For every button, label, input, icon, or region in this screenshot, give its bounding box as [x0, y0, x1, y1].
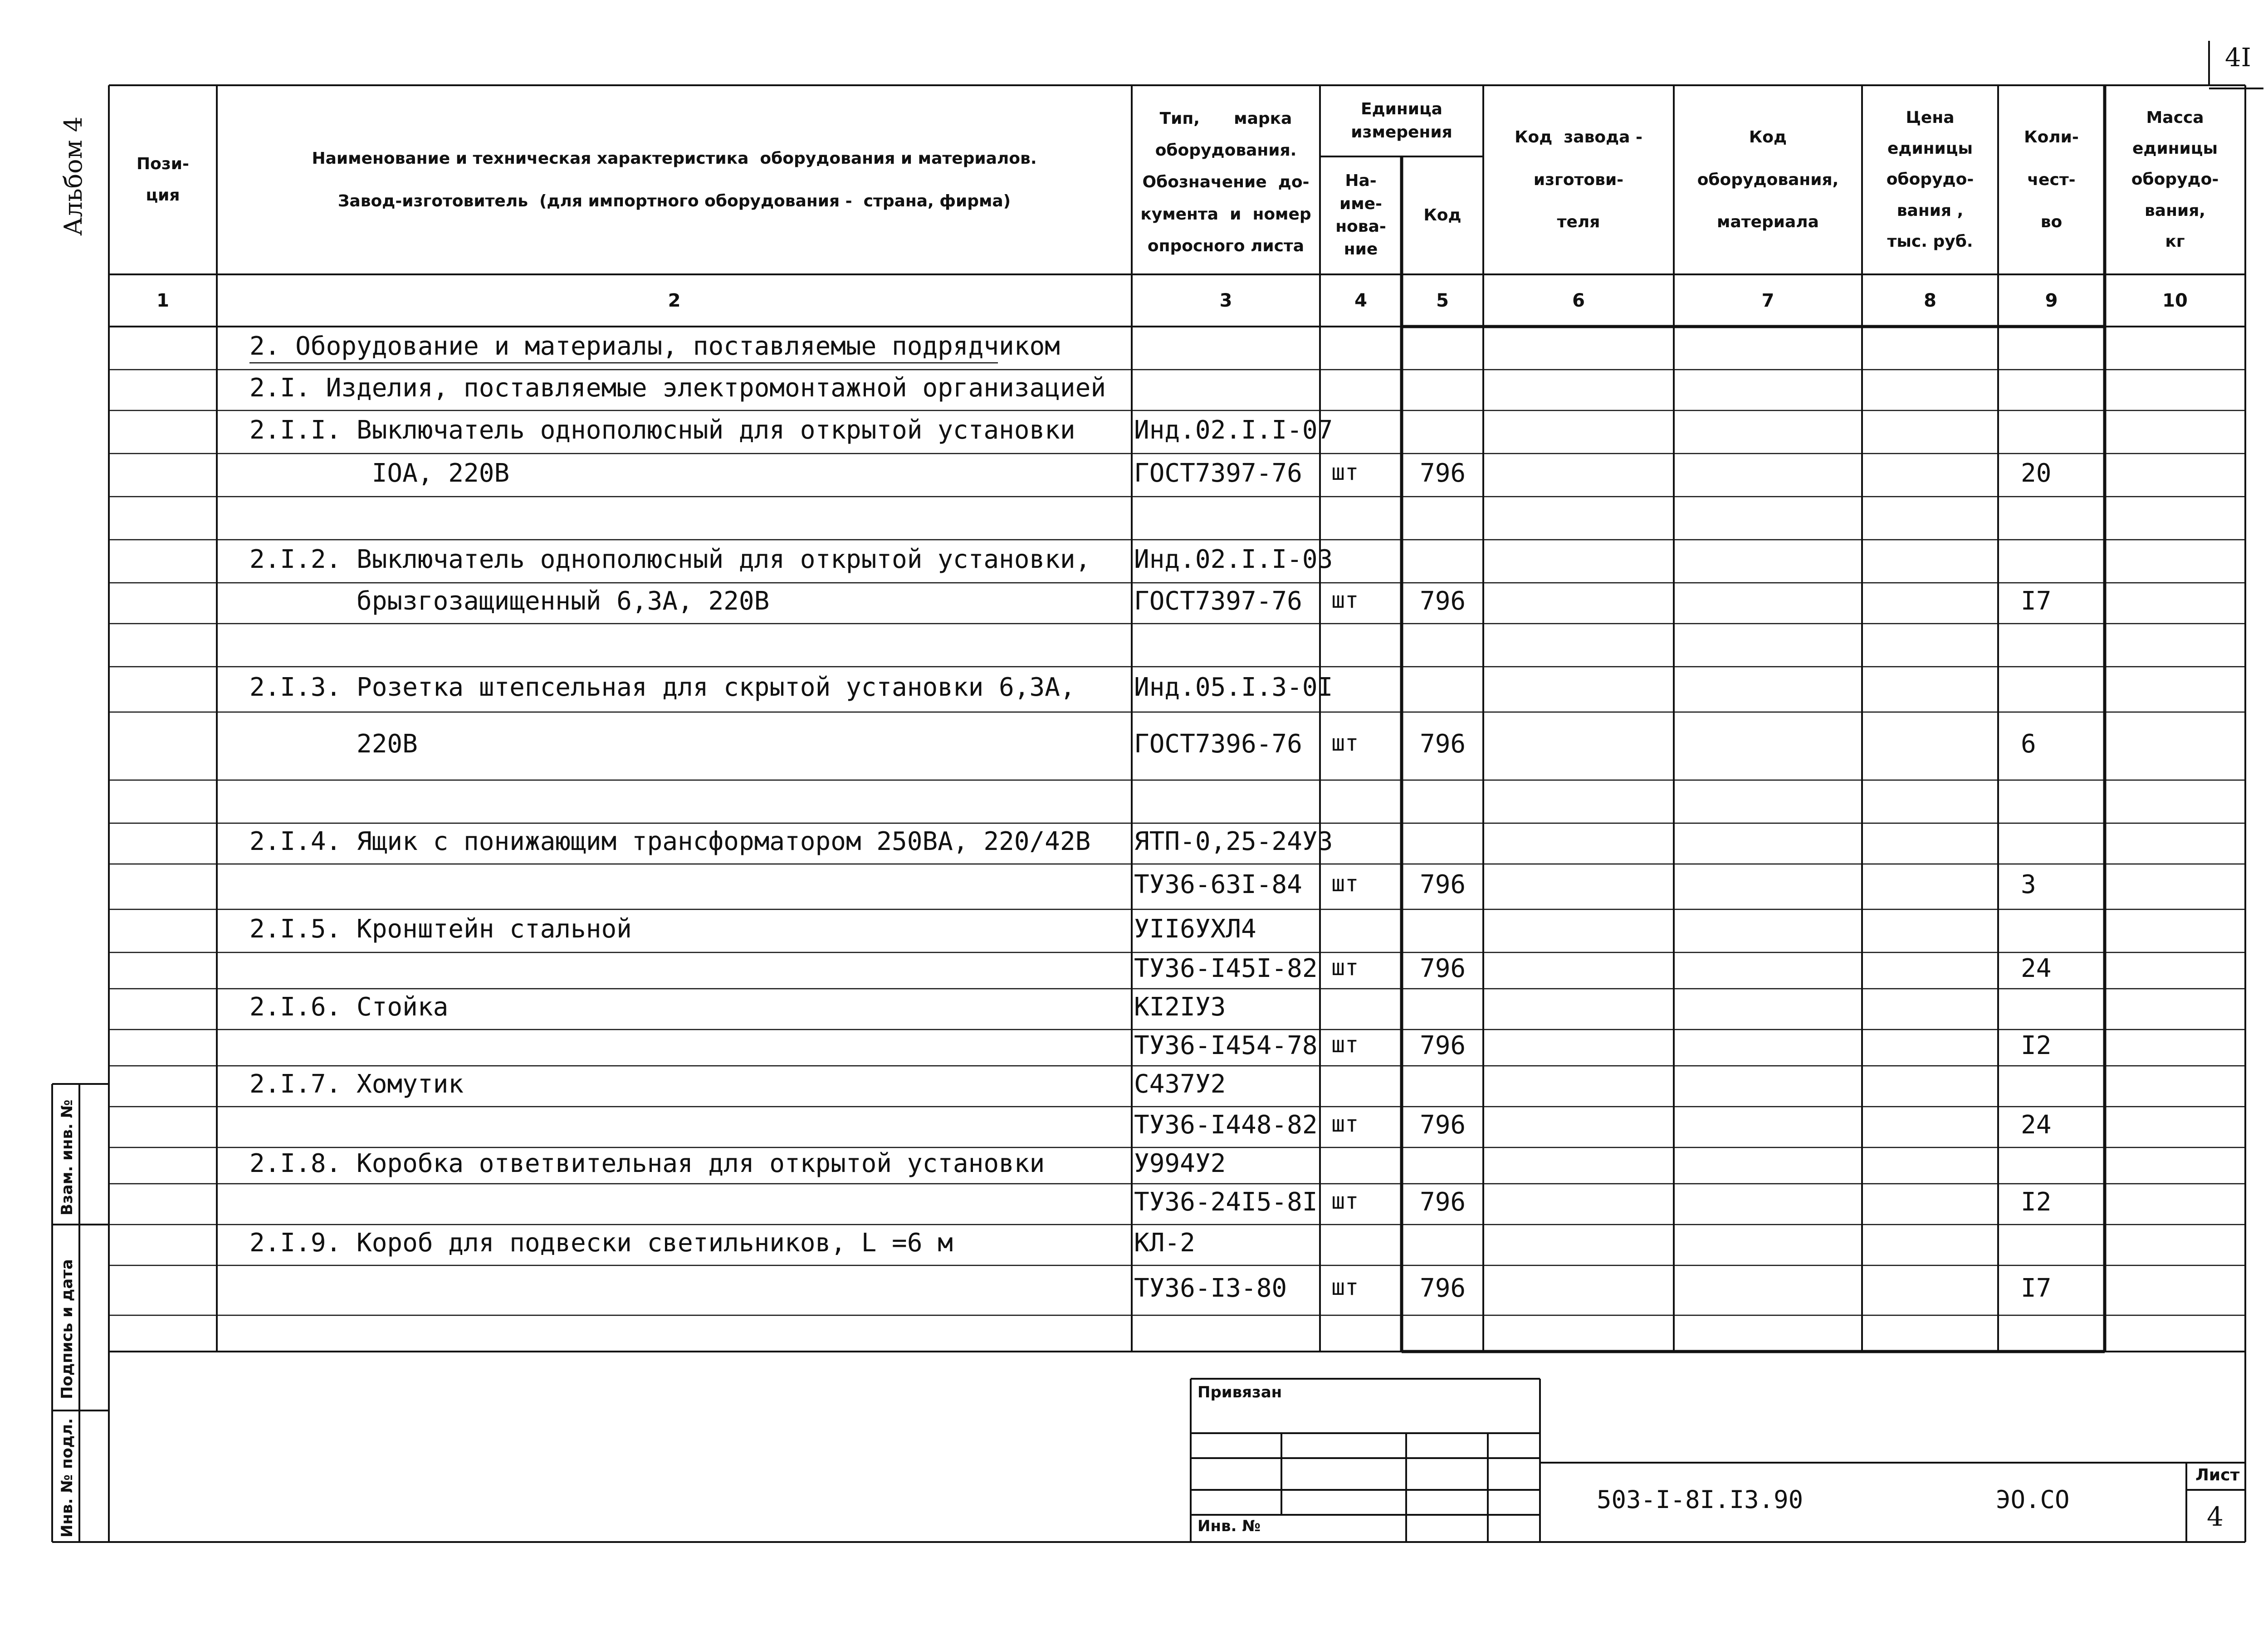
quantity: 24 [2021, 1110, 2052, 1140]
table-row [109, 1066, 2245, 1107]
item-name: 2.I.8. Коробка ответвительная для открытой установки [249, 1149, 1045, 1178]
type-designation: ТУ36-I45I-82 [1134, 954, 1318, 983]
table-row [109, 583, 2245, 624]
unit-code: 796 [1420, 1187, 1466, 1217]
table-row [109, 410, 2245, 454]
unit-code: 796 [1420, 1274, 1466, 1303]
type-designation: Инд.05.I.3-0I [1134, 673, 1333, 702]
type-designation: Инд.02.I.I-07 [1134, 415, 1333, 445]
table-row [109, 1030, 2245, 1066]
header-unit-code: Код [1423, 205, 1461, 225]
column-number: 4 [1354, 290, 1367, 311]
header-equipment-code: Код оборудования, материала [1697, 128, 1839, 232]
unit-code: 796 [1420, 870, 1466, 899]
type-designation: ГОСТ7397-76 [1134, 586, 1302, 616]
item-name: 2. Оборудование и материалы, поставляемые подрядчиком [249, 331, 1060, 361]
table-row [109, 624, 2245, 667]
unit-name: шт [1331, 1188, 1359, 1214]
quantity: I7 [2021, 1274, 2052, 1303]
document-code: 503-I-8I.I3.90 [1597, 1485, 1804, 1514]
column-number: 8 [1924, 290, 1936, 311]
column-number: 6 [1572, 290, 1585, 311]
quantity: 20 [2021, 458, 2052, 488]
quantity: 24 [2021, 954, 2052, 983]
header-unit: Единица измерения [1351, 100, 1452, 142]
header-unit-name: На- име- нова- ние [1335, 171, 1386, 259]
item-name: 2.I.4. Ящик с понижающим трансформатором 250BA, 220/42B [249, 827, 1091, 856]
unit-code: 796 [1420, 586, 1466, 616]
type-designation: KI2IУ3 [1134, 992, 1226, 1022]
type-designation: ЯТП-0,25-24У3 [1134, 827, 1333, 856]
table-row [109, 540, 2245, 583]
table-row [109, 1315, 2245, 1352]
header-type: Тип, марка оборудования. Обозначение до- кумента и номер опросного листа [1140, 109, 1311, 255]
item-name: 2.I.2. Выключатель однополюсный для открытой установки, [249, 544, 1091, 574]
type-designation: ТУ36-63I-84 [1134, 870, 1302, 899]
header-position: Пози- ция [137, 155, 189, 205]
unit-name: шт [1331, 954, 1359, 981]
column-number: 9 [2045, 290, 2058, 311]
column-number: 5 [1436, 290, 1449, 311]
type-designation: ТУ36-I454-78 [1134, 1031, 1318, 1060]
column-number: 1 [156, 290, 169, 311]
quantity: I2 [2021, 1031, 2052, 1060]
item-name: брызгозащищенный 6,3A, 220B [249, 586, 770, 616]
table-row [109, 989, 2245, 1030]
unit-name: шт [1331, 870, 1359, 897]
table-row [109, 780, 2245, 823]
type-designation: УII6УХЛ4 [1134, 914, 1256, 944]
unit-name: шт [1331, 587, 1359, 613]
table-row [109, 370, 2245, 410]
podpis-data-label: Подпись и дата [58, 1259, 76, 1399]
item-name: 2.I.7. Хомутик [249, 1069, 464, 1099]
privyazan-label: Привязан [1198, 1383, 1282, 1401]
table-row [109, 454, 2245, 497]
table-row [109, 1265, 2245, 1315]
item-name: 2.I.I. Выключатель однополюсный для открытой установки [249, 415, 1075, 445]
type-designation: КЛ-2 [1134, 1228, 1195, 1258]
type-designation: Инд.02.I.I-03 [1134, 544, 1333, 574]
quantity: 3 [2021, 870, 2036, 899]
unit-code: 796 [1420, 458, 1466, 488]
quantity: 6 [2021, 729, 2036, 759]
unit-code: 796 [1420, 954, 1466, 983]
header-mass: Масса единицы оборудо- вания, кг [2131, 108, 2219, 251]
unit-name: шт [1331, 1111, 1359, 1137]
table-row [109, 1225, 2245, 1265]
list-number: 4 [2207, 1501, 2224, 1532]
table-row [109, 327, 2245, 370]
album-label: Альбом 4 [59, 116, 88, 236]
item-name: 2.I. Изделия, поставляемые электромонтажной организацией [249, 373, 1106, 403]
item-name: 2.I.6. Стойка [249, 992, 449, 1022]
inv-podl-label: Инв. № подл. [58, 1418, 76, 1537]
vzam-inv-label: Взам. инв. № [58, 1099, 76, 1215]
inv-no-label: Инв. № [1198, 1517, 1261, 1535]
type-designation: ТУ36-24I5-8I [1134, 1187, 1318, 1217]
unit-code: 796 [1420, 1110, 1466, 1140]
unit-name: шт [1331, 1274, 1359, 1300]
item-name: 2.I.5. Кронштейн стальной [249, 914, 632, 944]
quantity: I7 [2021, 586, 2052, 616]
table-row [109, 864, 2245, 909]
quantity: I2 [2021, 1187, 2052, 1217]
column-number: 10 [2162, 290, 2188, 311]
section-code: ЭО.СО [1996, 1485, 2070, 1514]
header-quantity: Коли- чест- во [2024, 128, 2079, 232]
header-name: Наименование и техническая характеристика оборудования и материалов. Завод-изготовитель (для импортного оборудования - страна, фирма) [312, 149, 1037, 210]
unit-name: шт [1331, 730, 1359, 756]
table-row [109, 1147, 2245, 1184]
unit-name: шт [1331, 1031, 1359, 1058]
unit-code: 796 [1420, 1031, 1466, 1060]
item-name: IOA, 220B [249, 458, 510, 488]
type-designation: ТУ36-I448-82 [1134, 1110, 1318, 1140]
type-designation: ГОСТ7396-76 [1134, 729, 1302, 759]
type-designation: ТУ36-I3-80 [1134, 1274, 1287, 1303]
item-name: 220B [249, 729, 418, 759]
column-number: 7 [1761, 290, 1774, 311]
column-number: 3 [1219, 290, 1232, 311]
table-row [109, 909, 2245, 952]
type-designation: У994У2 [1134, 1149, 1226, 1178]
table-row [109, 952, 2245, 989]
item-name: 2.I.3. Розетка штепсельная для скрытой установки 6,3A, [249, 673, 1075, 702]
unit-code: 796 [1420, 729, 1466, 759]
column-number: 2 [668, 290, 681, 311]
header-factory-code: Код завода - изготови- теля [1515, 128, 1642, 232]
type-designation: C437У2 [1134, 1069, 1226, 1099]
table-row [109, 497, 2245, 540]
table-row [109, 1184, 2245, 1225]
unit-name: шт [1331, 459, 1359, 485]
table-row [109, 667, 2245, 712]
header-price: Цена единицы оборудо- вания , тыс. руб. [1886, 108, 1974, 251]
table-row [109, 1107, 2245, 1147]
table-row [109, 712, 2245, 780]
page-number: 4I [2225, 43, 2251, 73]
item-name: 2.I.9. Короб для подвески светильников, L =6 м [249, 1228, 953, 1258]
type-designation: ГОСТ7397-76 [1134, 458, 1302, 488]
list-label: Лист [2195, 1466, 2240, 1484]
table-row [109, 823, 2245, 864]
